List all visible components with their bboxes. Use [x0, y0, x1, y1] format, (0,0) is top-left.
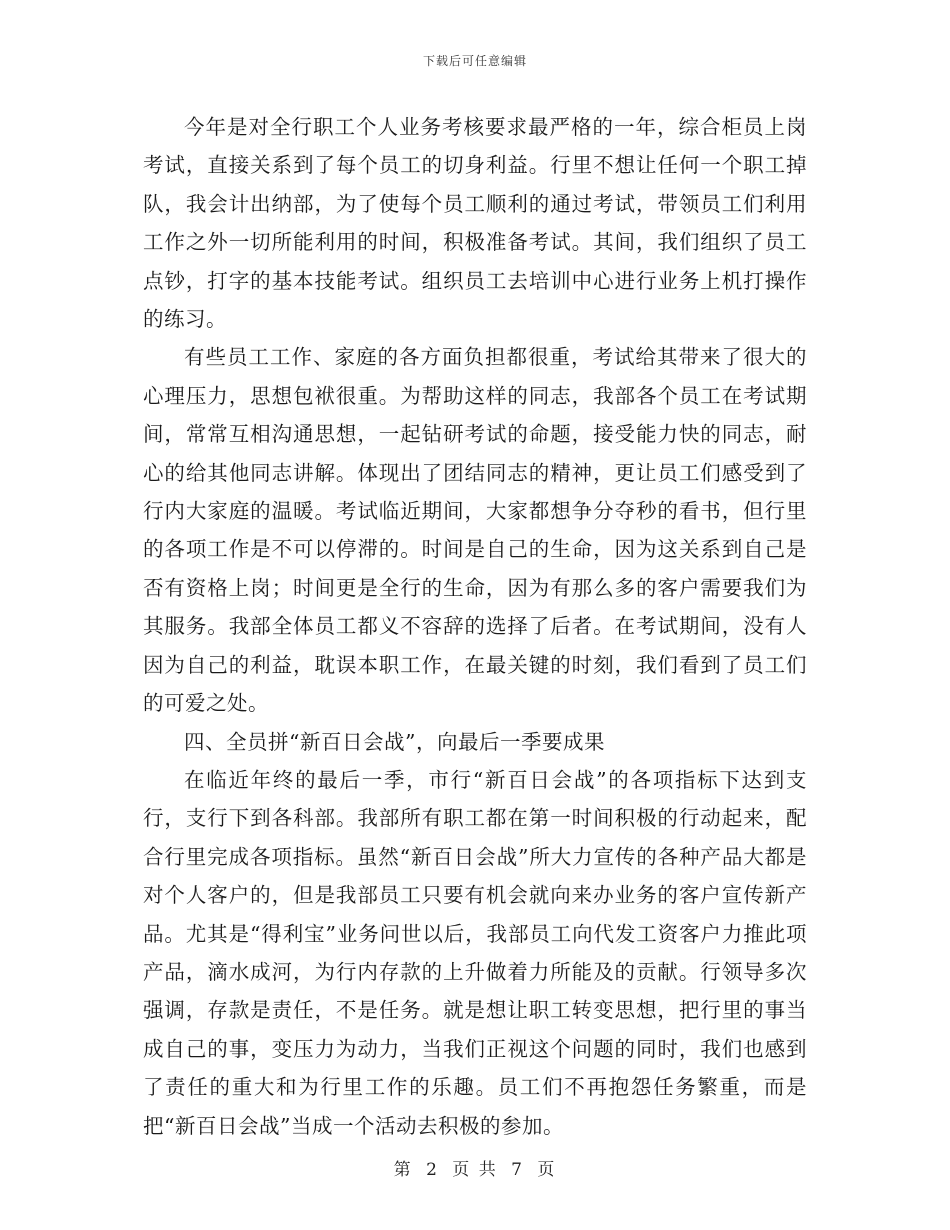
footer-total-pages: 7 [511, 1160, 524, 1180]
footer-current-page: 2 [426, 1160, 439, 1180]
section-heading: 四、全员拼“新百日会战”，向最后一季要成果 [184, 729, 605, 754]
footer-prefix: 第 [393, 1160, 413, 1180]
footer-suffix: 页 [537, 1160, 557, 1180]
page-footer [0, 1155, 950, 1180]
document-body [143, 108, 807, 1145]
paragraph-hundred-day-campaign: 在临近年终的最后一季，市行“新百日会战”的各项指标下达到支行，支行下到各科部。我部所有职工都在第一时间积极的行动起来，配合行里完成各项指标。虽然“新百日会战”所大力宣传的各种产品大都是对个人客户的，但是我部员工只要有机会就向来办业务的客户宣传新产品。尤其是“得利宝”业务问世以后，我部员工向代发工资客户力推此项产品，滴水成河，为行内存款的上升做着力所能及的贡献。行领导多次强调，存款是责任，不是任务。就是想让职工转变思想，把行里的事当成自己的事，变压力为动力，当我们正视这个问题的同时，我们也感到了责任的重大和为行里工作的乐趣。员工们不再抱怨任务繁重，而是把“新百日会战”当成一个活动去积极的参加。 [143, 767, 807, 1138]
paragraph-exam-preparation: 今年是对全行职工个人业务考核要求最严格的一年，综合柜员上岗考试，直接关系到了每个员工的切身利益。行里不想让任何一个职工掉队，我会计出纳部，为了使每个员工顺利的通过考试，带领员工们利用工作之外一切所能利用的时间，积极准备考试。其间，我们组织了员工点钞，打字的基本技能考试。组织员工去培训中心进行业务上机打操作的练习。 [143, 115, 807, 332]
page-header-note: 下载后可任意编辑 [422, 54, 527, 68]
footer-middle: 页 共 [452, 1160, 498, 1180]
paragraph-mutual-support: 有些员工工作、家庭的各方面负担都很重，考试给其带来了很大的心理压力，思想包袱很重。为帮助这样的同志，我部各个员工在考试期间，常常互相沟通思想，一起钻研考试的命题，接受能力快的同志，耐心的给其他同志讲解。体现出了团结同志的精神，更让员工们感受到了行内大家庭的温暖。考试临近期间，大家都想争分夺秒的看书，但行里的各项工作是不可以停滞的。时间是自己的生命，因为这关系到自己是否有资格上岗；时间更是全行的生命，因为有那么多的客户需要我们为其服务。我部全体员工都义不容辞的选择了后者。在考试期间，没有人因为自己的利益，耽误本职工作，在最关键的时刻，我们看到了员工们的可爱之处。 [143, 345, 807, 716]
